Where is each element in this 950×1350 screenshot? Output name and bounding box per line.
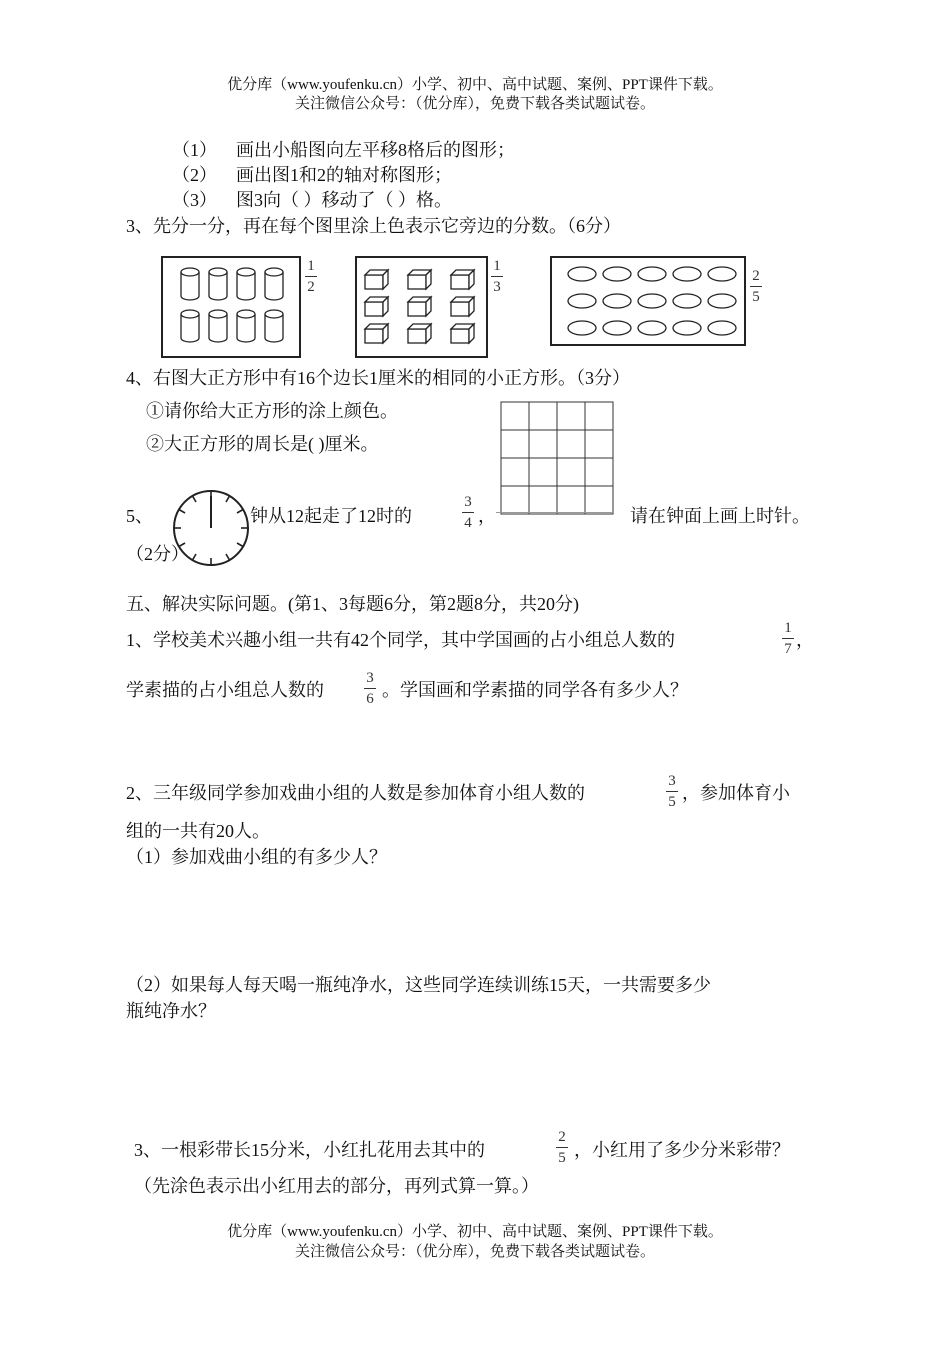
cylinder	[181, 310, 199, 342]
grid-cell	[529, 430, 557, 458]
grid-cell	[501, 486, 529, 514]
ellipse-shape	[708, 294, 736, 308]
fraction-two-fifths	[750, 268, 762, 305]
fraction-denominator: 7	[784, 641, 792, 657]
fraction-numerator: 1	[307, 258, 315, 274]
fraction-one-seventh	[782, 620, 794, 657]
cube	[365, 270, 388, 289]
problem-2-line-1a: 2、三年级同学参加戏曲小组的人数是参加体育小组人数的	[126, 783, 585, 803]
ellipse-shape	[708, 267, 736, 281]
cube	[451, 324, 474, 343]
fraction-denominator: 5	[558, 1150, 566, 1166]
ellipse-shape	[673, 267, 701, 281]
cubes-drawing	[355, 256, 488, 358]
grid-cell	[585, 402, 613, 430]
cube	[408, 324, 431, 343]
problem-1-line-2b: 。学国画和学素描的同学各有多少人？	[382, 680, 688, 700]
question-4-text: 4、右图大正方形中有16个边长1厘米的相同的小正方形。（3分）	[126, 368, 630, 388]
problem-2-line-1b: ，参加体育小	[682, 783, 790, 803]
ellipse-shape	[638, 294, 666, 308]
fraction-denominator: 5	[752, 289, 760, 305]
cylinder	[209, 310, 227, 342]
ellipse-figure[interactable]	[550, 256, 746, 346]
sub-question-number: （1）	[172, 140, 217, 160]
grid-cell	[501, 402, 529, 430]
fraction-three-fifths	[666, 773, 678, 810]
cube	[451, 297, 474, 316]
cylinders-drawing	[161, 256, 301, 358]
fraction-numerator: 2	[752, 268, 760, 284]
problem-1-comma: ，	[796, 630, 814, 650]
grid-cell	[585, 486, 613, 514]
grid-cell	[557, 486, 585, 514]
cylinder-figure[interactable]	[161, 256, 301, 358]
grid-cell	[529, 458, 557, 486]
question-3-text: 3、先分一分，再在每个图里涂上色表示它旁边的分数。（6分）	[126, 216, 621, 236]
question-5-text-a: 钟从12起走了12时的	[250, 506, 412, 526]
ellipse-shape	[568, 267, 596, 281]
problem-1-line-1: 1、学校美术兴趣小组一共有42个同学，其中学国画的占小组总人数的	[126, 630, 675, 650]
fraction-numerator: 3	[366, 670, 374, 686]
fraction-numerator: 2	[558, 1129, 566, 1145]
header-line-1: 优分库（www.youfenku.cn）小学、初中、高中试题、案例、PPT课件下载。	[227, 77, 723, 93]
fraction-denominator: 4	[464, 515, 472, 531]
fraction-numerator: 1	[493, 258, 501, 274]
ellipse-shape	[568, 321, 596, 335]
fraction-denominator: 6	[366, 691, 374, 707]
grid-cell	[501, 430, 529, 458]
footer-line-2: 关注微信公众号：（优分库），免费下载各类试题试卷。	[294, 1244, 655, 1260]
question-5-comma: ，	[478, 506, 496, 526]
ellipse-shape	[603, 294, 631, 308]
grid-cell	[585, 430, 613, 458]
cylinder	[237, 310, 255, 342]
fraction-one-half	[305, 258, 317, 295]
cylinder	[237, 268, 255, 300]
sub-question-number: （2）	[172, 165, 217, 185]
grid-cell	[501, 458, 529, 486]
fraction-numerator: 3	[668, 773, 676, 789]
cylinder	[265, 268, 283, 300]
ellipse-shape	[638, 321, 666, 335]
problem-2-sub-2-line-2: 瓶纯净水？	[126, 1001, 216, 1021]
fraction-numerator: 1	[784, 620, 792, 636]
problem-2-sub-2-line-1: （2）如果每人每天喝一瓶纯净水，这些同学连续训练15天，一共需要多少	[126, 975, 711, 995]
ellipse-shape	[673, 321, 701, 335]
problem-1-line-2a: 学素描的占小组总人数的	[126, 680, 324, 700]
fraction-denominator: 5	[668, 794, 676, 810]
cylinder	[181, 268, 199, 300]
fraction-three-sixths	[364, 670, 376, 707]
cube-figure[interactable]	[355, 256, 488, 358]
problem-3-line-1a: 3、一根彩带长15分米，小红扎花用去其中的	[134, 1140, 485, 1160]
grid-cell	[557, 458, 585, 486]
fraction-three-quarters	[462, 494, 474, 531]
question-5-number: 5、	[126, 506, 153, 526]
header-line-2: 关注微信公众号：（优分库），免费下载各类试题试卷。	[294, 96, 655, 112]
ellipse-shape	[708, 321, 736, 335]
problem-2-sub-1: （1）参加戏曲小组的有多少人？	[126, 847, 387, 867]
question-5-score: （2分）	[126, 544, 189, 564]
ellipse-shape	[638, 267, 666, 281]
ellipse-shape	[673, 294, 701, 308]
problem-3-line-1b: ，小红用了多少分米彩带？	[574, 1140, 790, 1160]
ellipse-shape	[603, 321, 631, 335]
sub-question-text: 画出图1和2的轴对称图形；	[236, 165, 452, 185]
problem-3-line-2: （先涂色表示出小红用去的部分，再列式算一算。）	[134, 1176, 539, 1196]
fraction-two-fifths-b	[556, 1129, 568, 1166]
cylinder	[265, 310, 283, 342]
cylinder	[209, 268, 227, 300]
fraction-one-third	[491, 258, 503, 295]
question-4-item-1: ①请你给大正方形的涂上颜色。	[146, 401, 398, 421]
grid-cell	[529, 486, 557, 514]
question-5-text-b: 请在钟面上画上时针。	[630, 506, 810, 526]
section-5-title: 五、解决实际问题。(第1、3每题6分，第2题8分，共20分)	[126, 594, 579, 614]
footer-line-1: 优分库（www.youfenku.cn）小学、初中、高中试题、案例、PPT课件下载。	[227, 1224, 723, 1240]
sub-question-text: 图3向（ ）移动了（ ）格。	[236, 190, 452, 210]
fraction-denominator: 3	[493, 279, 501, 295]
ellipse-shape	[568, 294, 596, 308]
cube	[408, 297, 431, 316]
sub-question-number: （3）	[172, 190, 217, 210]
grid-cell	[557, 402, 585, 430]
cube	[408, 270, 431, 289]
grid-cell	[529, 402, 557, 430]
answer-line[interactable]	[496, 512, 614, 513]
question-4-item-2: ②大正方形的周长是( )厘米。	[146, 434, 379, 454]
square-grid[interactable]	[500, 401, 614, 515]
cube	[451, 270, 474, 289]
grid-cell	[557, 430, 585, 458]
fraction-numerator: 3	[464, 494, 472, 510]
fraction-denominator: 2	[307, 279, 315, 295]
cube	[365, 324, 388, 343]
cube	[365, 297, 388, 316]
sub-question-text: 画出小船图向左平移8格后的图形；	[236, 140, 515, 160]
ellipses-drawing	[550, 256, 746, 346]
grid-cell	[585, 458, 613, 486]
problem-2-line-2: 组的一共有20人。	[126, 821, 270, 841]
ellipse-shape	[603, 267, 631, 281]
